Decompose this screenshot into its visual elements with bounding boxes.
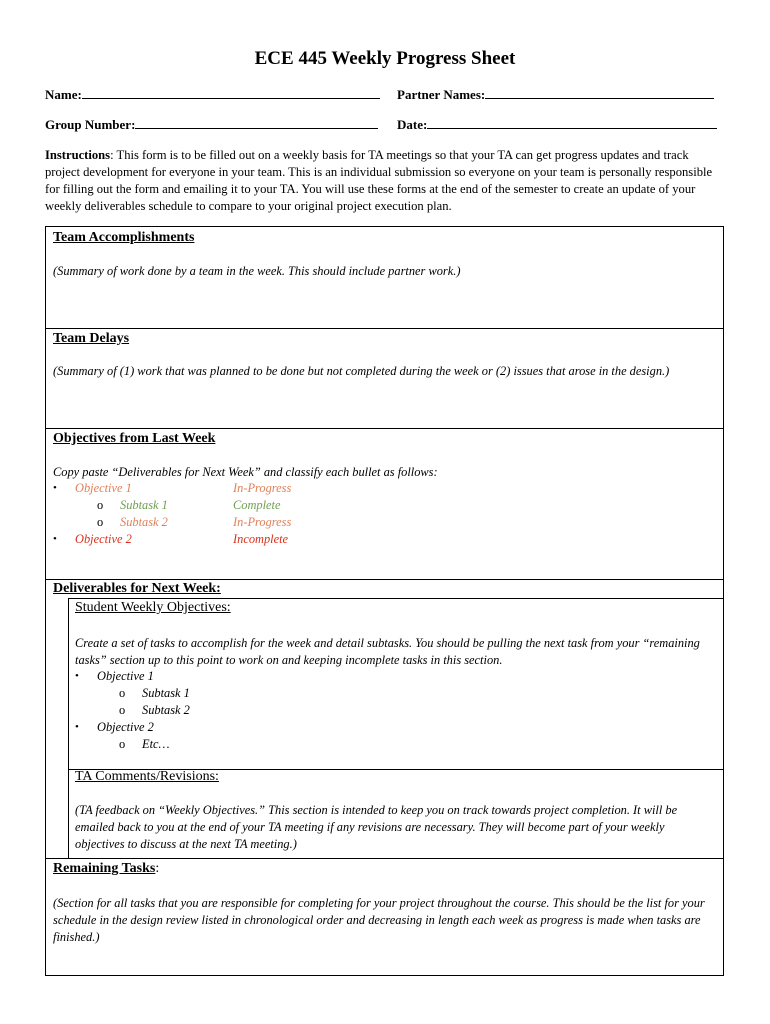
subtask-2-status: In-Progress — [233, 515, 292, 529]
instructions — [45, 147, 725, 215]
objective-1-status: In-Progress — [233, 481, 292, 495]
group-number-field[interactable] — [45, 117, 378, 133]
bullet-icon: • — [75, 721, 79, 733]
partner-names-label: Partner Names: — [397, 87, 486, 102]
remaining-tasks-hint: (Section for all tasks that you are responsible for completing for your project throughout the course. This should be the list for your schedule in the design review listed in chronological order and decreasing in length each week as progress is made when tasks are finished.) — [53, 896, 705, 944]
team-accomplishments-section[interactable] — [45, 226, 724, 329]
subtask-bullet-icon: o — [119, 737, 126, 751]
objective-2-status: Incomplete — [233, 532, 289, 546]
team-delays-heading: Team Delays — [53, 331, 130, 346]
objectives-last-week-section[interactable] — [45, 428, 724, 580]
deliverables-section — [45, 579, 724, 859]
date-blank — [427, 128, 717, 129]
remaining-tasks-heading: Remaining Tasks — [53, 861, 156, 876]
objective-2-label: Objective 2 — [75, 532, 132, 546]
remaining-tasks-colon: : — [155, 861, 160, 876]
team-accomplishments-heading: Team Accomplishments — [53, 230, 195, 245]
bullet-icon: • — [53, 482, 57, 494]
subtask-bullet-icon: o — [97, 498, 104, 512]
student-objectives-box[interactable] — [68, 598, 724, 770]
remaining-tasks-title — [53, 861, 159, 877]
date-field[interactable] — [397, 117, 717, 133]
name-field[interactable] — [45, 87, 380, 103]
name-label: Name: — [45, 87, 82, 102]
instructions-body: : This form is to be filled out on a weekly basis for TA meetings so that your TA can get progress updates and track project development for everyone in your team. This is an individual submission so everyone on your team is personally responsible for filling out the form and emailing it to your TA. You will use these forms at the end of the semester to create an update of your weekly deliverables schedule to compare to your original project execution plan. — [45, 148, 713, 213]
student-subtask-2: Subtask 2 — [142, 703, 190, 717]
student-objective-1: Objective 1 — [97, 669, 154, 683]
instructions-lead: Instructions — [45, 148, 111, 162]
partner-names-blank — [485, 98, 714, 99]
team-delays-section[interactable] — [45, 328, 724, 429]
student-subtask-etc: Etc… — [142, 737, 170, 751]
page-title: ECE 445 Weekly Progress Sheet — [254, 48, 516, 69]
subtask-bullet-icon: o — [119, 686, 126, 700]
team-accomplishments-hint: (Summary of work done by a team in the week. This should include partner work.) — [53, 264, 461, 278]
deliverables-heading: Deliverables for Next Week: — [53, 581, 221, 596]
student-objectives-hint: Create a set of tasks to accomplish for the week and detail subtasks. You should be pulling the next task from your “remaining tasks” section up to this point to work on and keeping incomplete tasks in this section. — [75, 636, 700, 667]
objectives-intro: Copy paste “Deliverables for Next Week” and classify each bullet as follows: — [53, 465, 438, 479]
date-label: Date: — [397, 117, 428, 132]
name-blank — [82, 98, 380, 99]
team-delays-hint: (Summary of (1) work that was planned to be done but not completed during the week or (2) issues that arose in the design.) — [53, 364, 670, 378]
objective-1-label: Objective 1 — [75, 481, 132, 495]
group-number-blank — [135, 128, 378, 129]
ta-comments-box[interactable] — [68, 769, 724, 859]
student-subtask-1: Subtask 1 — [142, 686, 190, 700]
objectives-last-week-heading: Objectives from Last Week — [53, 431, 216, 446]
student-objective-2: Objective 2 — [97, 720, 154, 734]
student-objectives-heading: Student Weekly Objectives: — [75, 600, 231, 615]
remaining-tasks-section[interactable] — [45, 858, 724, 976]
ta-comments-hint: (TA feedback on “Weekly Objectives.” This section is intended to keep you on track towards project completion. It will be emailed back to you at the end of your TA meeting if any revisions are necessary. They will become part of your weekly objectives to discuss at the next TA meeting.) — [75, 803, 678, 851]
bullet-icon: • — [75, 670, 79, 682]
subtask-bullet-icon: o — [119, 703, 126, 717]
group-number-label: Group Number: — [45, 117, 136, 132]
subtask-bullet-icon: o — [97, 515, 104, 529]
subtask-1-status: Complete — [233, 498, 281, 512]
subtask-1-label: Subtask 1 — [120, 498, 168, 512]
subtask-2-label: Subtask 2 — [120, 515, 168, 529]
partner-names-field[interactable] — [397, 87, 714, 103]
ta-comments-heading: TA Comments/Revisions: — [75, 769, 219, 784]
bullet-icon: • — [53, 533, 57, 545]
